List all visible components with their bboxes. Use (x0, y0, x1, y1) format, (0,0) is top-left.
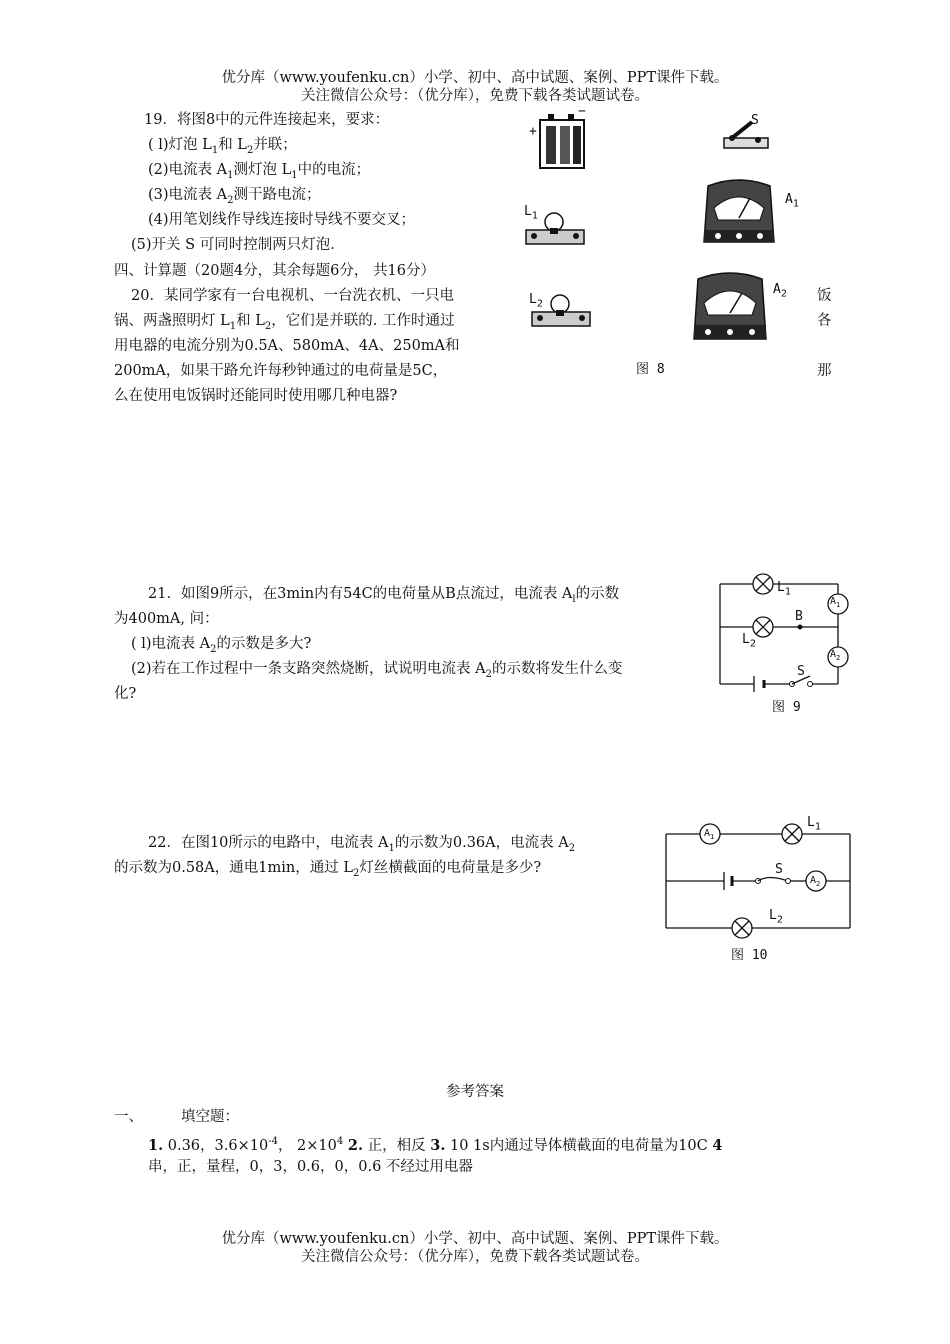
answers-section-1-title: 填空题： (181, 1109, 239, 1125)
battery-symbol (754, 676, 764, 692)
q19-stem: 19．将图8中的元件连接起来，要求： (144, 112, 390, 128)
q22-line-2: 的示数为0.58A，通电1min，通过 $L_2$灯丝横截面的电荷量是多少? (114, 860, 542, 879)
answers-section-1-number: 一、 (114, 1109, 143, 1125)
fig9-a2-label: $A_2$ (830, 649, 841, 662)
q20-line-5: 么在使用电饭锅时还能同时使用哪几种电器? (114, 388, 398, 404)
q19-req-4: (4)用笔划线作导线连接时导线不要交叉； (148, 212, 416, 228)
q22-line-1: 22．在图10所示的电路中，电流表 $A_1$的示数为0.36A，电流表 $A_2$ (148, 835, 576, 854)
answers-title: 参考答案 (446, 1084, 504, 1100)
q20-side-1: 饭 (817, 288, 832, 304)
q21-line-2: 为400mA, 问： (114, 611, 219, 627)
lamp-l1-label: $L_1$ (524, 204, 538, 222)
answers-line-2: 串，正，量程，0，3，0.6，0，0.6 不经过用电器 (148, 1159, 473, 1175)
fig9-l2-label: $L_2$ (742, 632, 756, 650)
lamp-l2-symbol (732, 918, 752, 938)
fig10-l1-label: $L_1$ (807, 815, 821, 833)
ammeter-a1-icon (698, 172, 780, 248)
q20-side-3: 那 (817, 363, 832, 379)
header-line-2: 关注微信公众号：（优分库），免费下载各类试题试卷。 (301, 88, 649, 104)
ammeter-a2-icon (688, 265, 772, 345)
lamp-l2-symbol (753, 617, 773, 637)
figure-8-caption: 图 8 (636, 362, 665, 377)
q21-line-5: 化? (114, 686, 137, 702)
answers-line-1: 1. 0.36，$3.6\times 10^{-4}$， $2\times 10^4$ 2. 正，相反 3. 10 1s内通过导体横截面的电荷量为10C 4 (148, 1136, 723, 1154)
fig10-l2-label: $L_2$ (769, 908, 783, 926)
fig9-l1-label: $L_1$ (777, 580, 791, 598)
lamp-l1-symbol (753, 574, 773, 594)
ammeter-a2-label: $A_2$ (773, 282, 787, 300)
battery-pack-icon (538, 112, 588, 174)
fig9-b-label: B (795, 609, 803, 624)
q20-line-3: 用电器的电流分别为0.5A、580mA、4A、250mA和 (114, 338, 460, 354)
figure-10-caption: 图 10 (731, 948, 768, 963)
fig10-a2-label: $A_2$ (810, 875, 821, 888)
q19-req-5: (5)开关 S 可同时控制两只灯泡． (131, 237, 345, 253)
switch-label: S (751, 113, 759, 128)
q19-req-2: (2)电流表 $A_1$测灯泡 $L_1$中的电流； (148, 162, 371, 181)
q20-line-2: 锅、两盏照明灯 $L_1$和 $L_2$，它们是并联的. 工作时通过 (114, 313, 455, 332)
q20-line-1: 20．某同学家有一台电视机、一台洗衣机、一只电 (131, 288, 454, 304)
section-4-title: 四、计算题（20题4分，其余每题6分， 共16分） (114, 263, 435, 279)
q20-side-2: 各 (817, 313, 832, 329)
lamp-l1-symbol (782, 824, 802, 844)
q21-line-4: (2)若在工作过程中一条支路突然烧断，试说明电流表 $A_2$的示数将发生什么变 (131, 661, 623, 680)
q20-line-4: 200mA，如果干路允许每秒钟通过的电荷量是5C， (114, 363, 448, 379)
fig9-a1-label: $A_1$ (830, 596, 841, 609)
lamp-l2-label: $L_2$ (529, 292, 543, 310)
fig10-s-label: S (775, 862, 783, 877)
figure-10-circuit (664, 824, 854, 934)
q21-line-3: ( l)电流表 $A_2$的示数是多大? (131, 636, 312, 655)
footer-line-1: 优分库（www.youfenku.cn）小学、初中、高中试题、案例、PPT课件下载。 (221, 1231, 729, 1247)
footer-line-2: 关注微信公众号：（优分库），免费下载各类试题试卷。 (301, 1249, 649, 1265)
header-line-1: 优分库（www.youfenku.cn）小学、初中、高中试题、案例、PPT课件下载。 (221, 70, 729, 86)
q19-req-1: ( l)灯泡 $L_1$和 $L_2$并联； (148, 137, 297, 156)
switch-symbol (756, 878, 791, 884)
fig9-s-label: S (797, 664, 805, 679)
battery-minus-label: − (578, 104, 586, 119)
switch-icon (722, 118, 770, 152)
battery-plus-label: + (529, 124, 537, 139)
battery-symbol (724, 872, 732, 890)
fig10-a1-label: $A_1$ (704, 828, 715, 841)
ammeter-a1-label: $A_1$ (785, 192, 799, 210)
q19-req-3: (3)电流表 $A_2$测干路电流； (148, 187, 321, 206)
q21-line-1: 21．如图9所示，在3min内有54C的电荷量从B点流过，电流表 $A_l$的示数 (148, 586, 620, 605)
figure-9-caption: 图 9 (772, 700, 801, 715)
